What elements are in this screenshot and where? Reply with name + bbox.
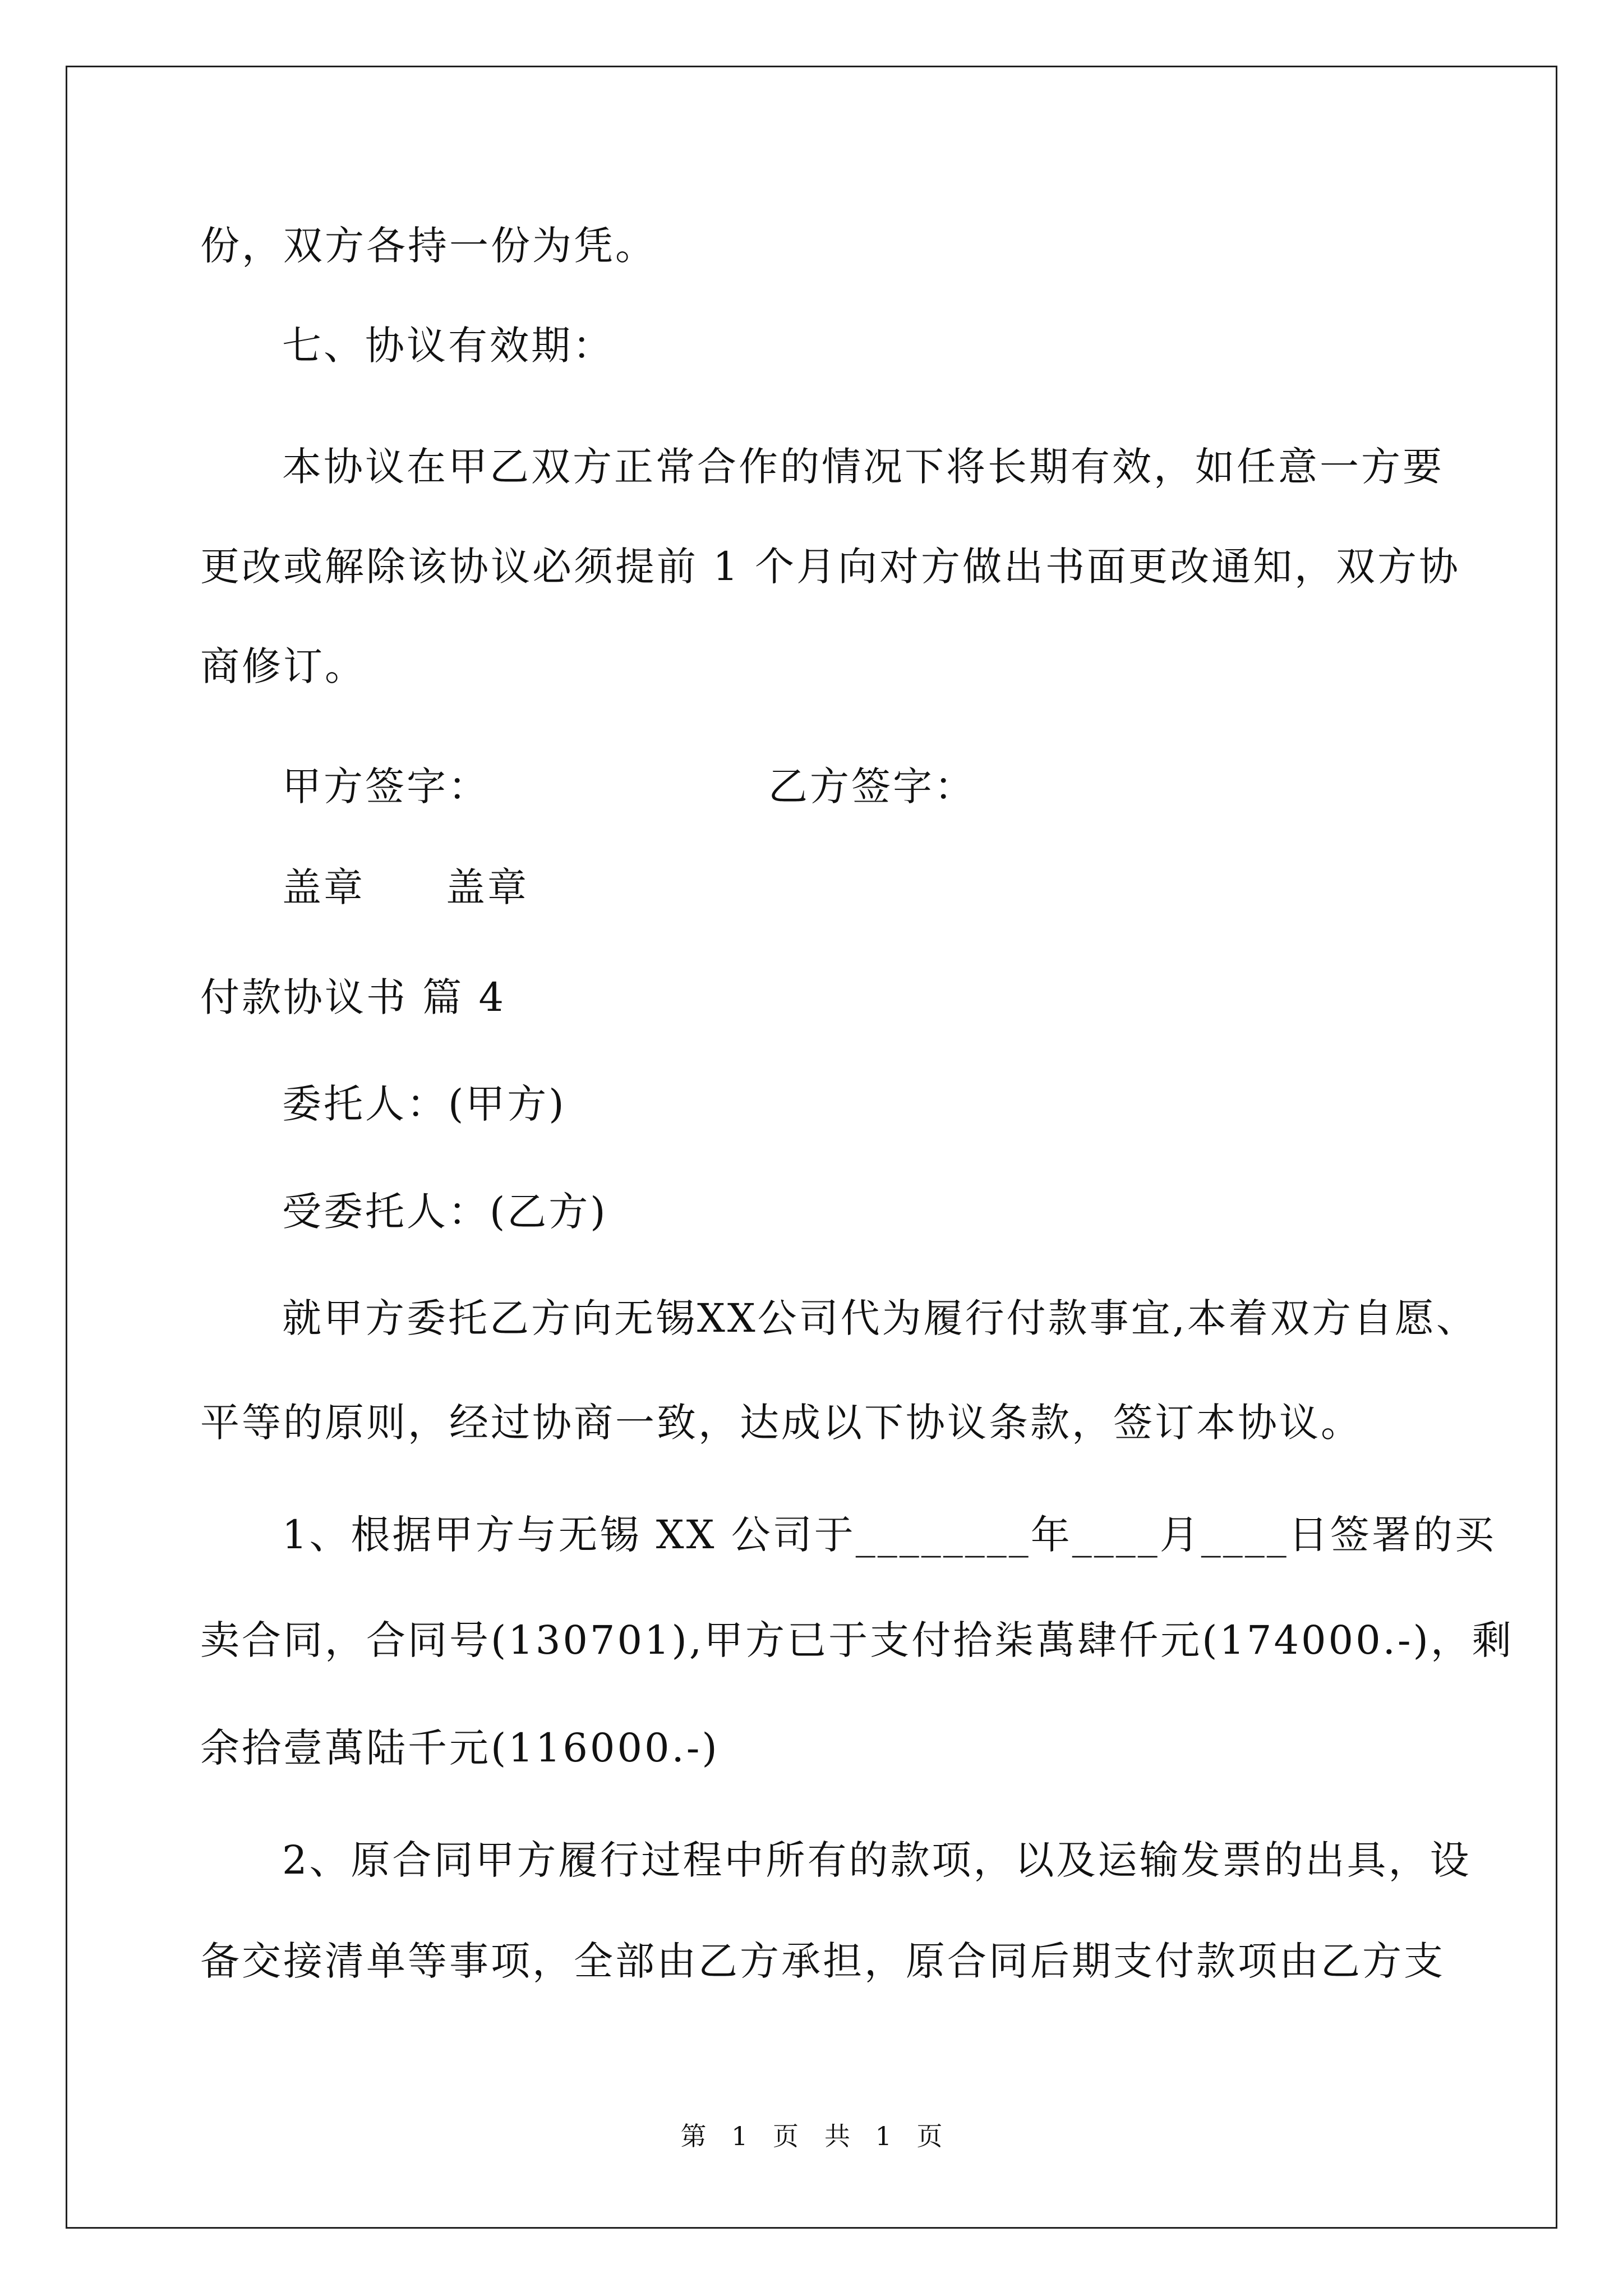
text-line: 平等的原则，经过协商一致，达成以下协议条款，签订本协议。 [200, 1400, 1362, 1446]
client-line: 委托人：(甲方) [282, 1081, 566, 1127]
page-number-footer: 第 1 页 共 1 页 [680, 2121, 943, 2151]
text-line: 份，双方各持一份为凭。 [200, 223, 657, 269]
text-line: 1、根据甲方与无锡 XX 公司于________年____月____日签署的买 [282, 1512, 1496, 1558]
text-line: 卖合同，合同号(130701),甲方已于支付拾柒萬肆仟元(174000.-)，剩 [200, 1617, 1514, 1663]
text-line: 商修订。 [200, 643, 366, 689]
text-line: 2、原合同甲方履行过程中所有的款项，以及运输发票的出具，设 [282, 1837, 1472, 1883]
agent-line: 受委托人：(乙方) [282, 1189, 608, 1235]
text-line: 就甲方委托乙方向无锡XX公司代为履行付款事宜,本着双方自愿、 [282, 1295, 1478, 1341]
text-line: 更改或解除该协议必须提前 1 个月向对方做出书面更改通知，双方协 [200, 544, 1461, 590]
seal-label: 盖章 [446, 864, 529, 910]
party-b-signature-label: 乙方签字： [768, 763, 976, 809]
text-line: 备交接清单等事项，全部由乙方承担，原合同后期支付款项由乙方支 [200, 1938, 1445, 1984]
party-a-signature-label: 甲方签字： [282, 763, 490, 809]
text-line: 本协议在甲乙双方正常合作的情况下将长期有效，如任意一方要 [282, 444, 1444, 490]
clause-heading: 七、协议有效期： [282, 323, 614, 369]
seal-label: 盖章 [282, 864, 365, 910]
section-title: 付款协议书 篇 4 [200, 974, 506, 1020]
page-border [66, 66, 1557, 2229]
text-line: 余拾壹萬陆千元(116000.-) [200, 1725, 720, 1771]
